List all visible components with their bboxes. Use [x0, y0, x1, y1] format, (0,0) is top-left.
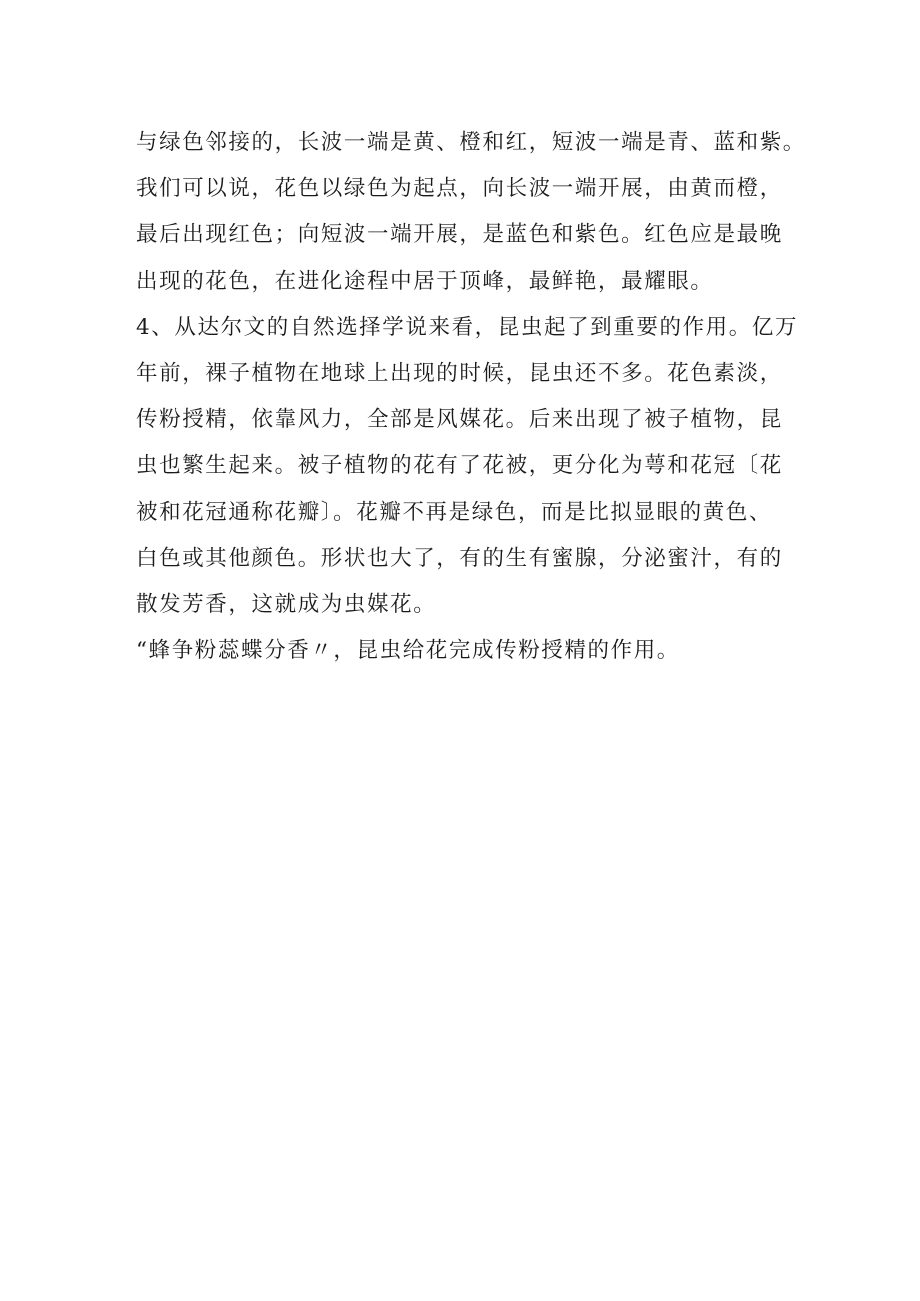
text-line: 最后出现红色；向短波一端开展，是蓝色和紫色。红色应是最晚 — [136, 222, 783, 248]
text-line: 传粉授精，依靠风力，全部是风媒花。后来出现了被子植物，昆 — [136, 407, 783, 433]
text-line: 被和花冠通称花瓣〕。花瓣不再是绿色，而是比拟显眼的黄色、 — [136, 499, 773, 525]
body-text — [136, 120, 816, 674]
text-line: 我们可以说，花色以绿色为起点，向长波一端开展，由黄而橙， — [136, 176, 783, 202]
text-line: 虫也繁生起来。被子植物的花有了花被，更分化为萼和花冠〔花 — [136, 453, 783, 479]
text-line: 年前，裸子植物在地球上出现的时候，昆虫还不多。花色素淡， — [136, 360, 783, 386]
text-line: 与绿色邻接的，长波一端是黄、橙和红，短波一端是青、蓝和紫。 — [136, 130, 806, 155]
text-line: “蜂争粉蕊蝶分香〃，昆虫给花完成传粉授精的作用。 — [136, 638, 680, 664]
text-line: 4、从达尔文的自然选择学说来看，昆虫起了到重要的作用。亿万 — [136, 314, 799, 340]
text-line: 白色或其他颜色。形状也大了，有的生有蜜腺，分泌蜜汁，有的 — [136, 545, 783, 571]
text-line: 出现的花色，在进化途程中居于顶峰，最鲜艳，最耀眼。 — [136, 268, 714, 294]
text-line: 散发芳香，这就成为虫媒花。 — [136, 591, 437, 617]
